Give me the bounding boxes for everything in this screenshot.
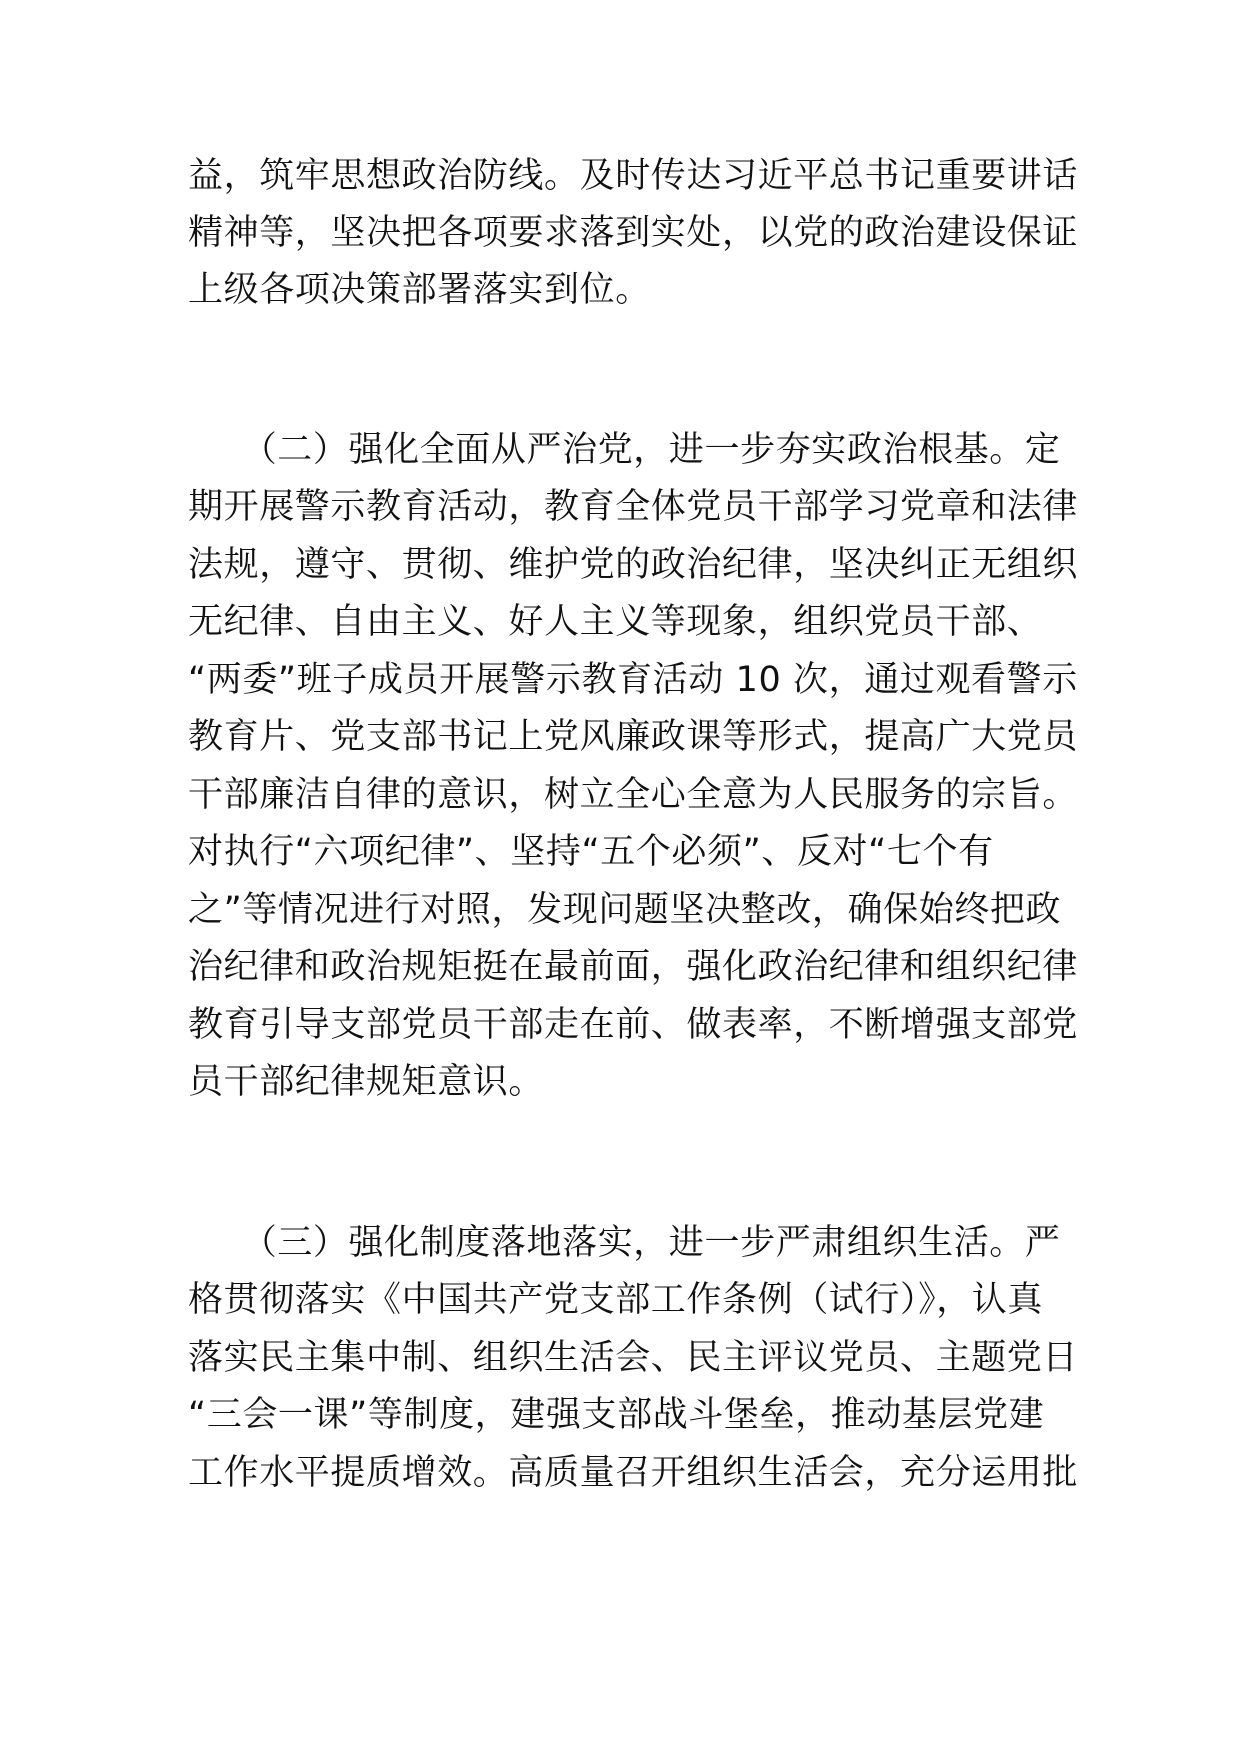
paragraph-2-line-5: “两委”班子成员开展警示教育活动 10 次，通过观看警示 — [188, 660, 1078, 700]
paragraph-1-line-2: 精神等，坚决把各项要求落到实处，以党的政治建设保证 — [188, 213, 1079, 253]
paragraph-2-line-7: 干部廉洁自律的意识，树立全心全意为人民服务的宗旨。 — [188, 775, 1079, 815]
paragraph-3-line-2: 格贯彻落实《中国共产党支部工作条例（试行）》，认真 — [188, 1280, 1044, 1320]
paragraph-3-line-1: （三）强化制度落地落实，进一步严肃组织生活。严 — [188, 1223, 1061, 1263]
paragraph-2-line-11: 教育引导支部党员干部走在前、做表率，不断增强支部党 — [188, 1005, 1079, 1045]
paragraph-2-line-6: 教育片、党支部书记上党风廉政课等形式，提高广大党员 — [188, 717, 1079, 757]
paragraph-2-line-4: 无纪律、自由主义、好人主义等现象，组织党员干部、 — [188, 602, 1043, 642]
paragraph-2-line-1: （二）强化全面从严治党，进一步夯实政治根基。定 — [188, 430, 1061, 470]
paragraph-2-line-12: 员干部纪律规矩意识。 — [188, 1062, 545, 1102]
paragraph-3-line-3: 落实民主集中制、组织生活会、民主评议党员、主题党日 — [188, 1338, 1079, 1378]
paragraph-2-line-8: 对执行“六项纪律”、坚持“五个必须”、反对“七个有 — [188, 832, 994, 872]
paragraph-1-line-3: 上级各项决策部署落实到位。 — [188, 270, 651, 310]
paragraph-2-line-3: 法规，遵守、贯彻、维护党的政治纪律，坚决纠正无组织 — [188, 545, 1079, 585]
paragraph-2-line-10: 治纪律和政治规矩挺在最前面，强化政治纪律和组织纪律 — [188, 947, 1079, 987]
paragraph-3-line-5: 工作水平提质增效。高质量召开组织生活会，充分运用批 — [188, 1453, 1079, 1493]
paragraph-3-line-4: “三会一课”等制度，建强支部战斗堡垒，推动基层党建 — [188, 1395, 1045, 1435]
paragraph-1-line-1: 益，筑牢思想政治防线。及时传达习近平总书记重要讲话 — [188, 156, 1079, 196]
paragraph-2-line-9: 之”等情况进行对照，发现问题坚决整改，确保始终把政 — [188, 890, 1062, 930]
paragraph-2-line-2: 期开展警示教育活动，教育全体党员干部学习党章和法律 — [188, 487, 1079, 527]
